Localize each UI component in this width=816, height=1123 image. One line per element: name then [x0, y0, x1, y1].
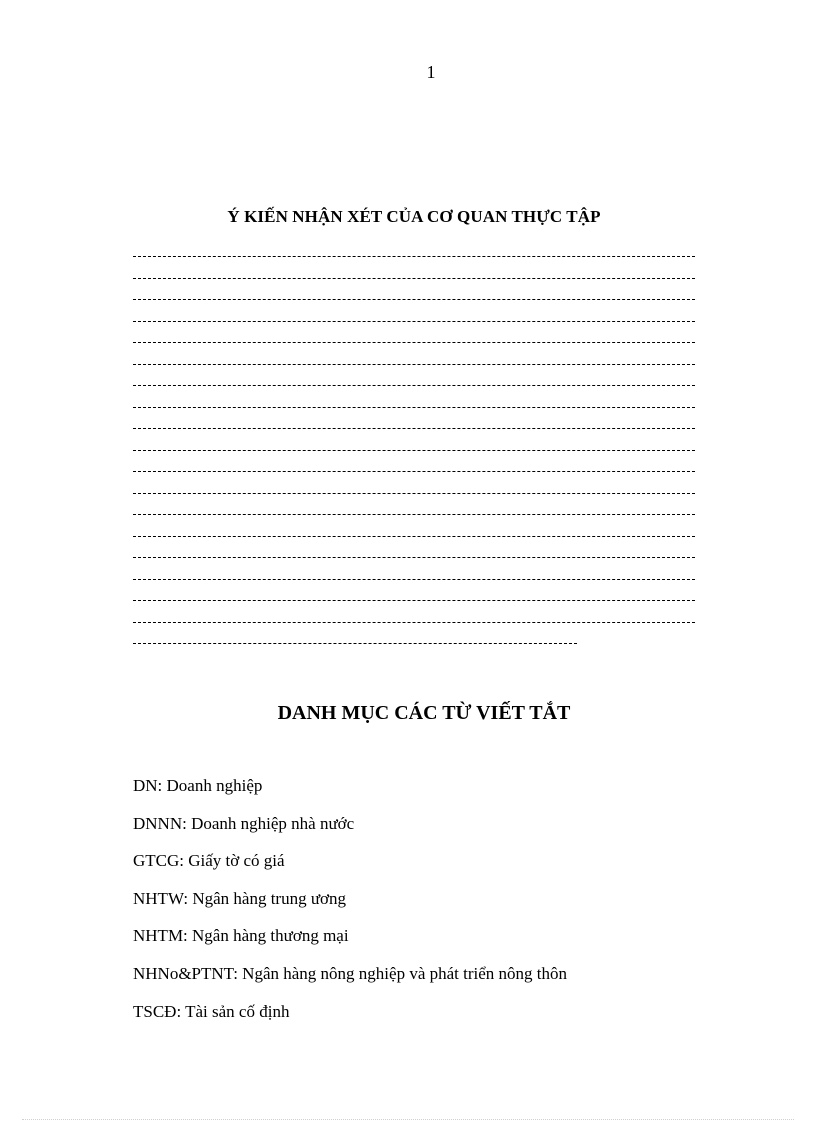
dash-line	[133, 245, 695, 267]
dash-line	[133, 460, 695, 482]
dash-line	[133, 310, 695, 332]
dash-line	[133, 503, 695, 525]
dash-line	[133, 589, 695, 611]
dash-line	[133, 288, 695, 310]
dash-line	[133, 417, 695, 439]
dash-line	[133, 546, 695, 568]
dash-line	[133, 568, 695, 590]
abbreviation-item: NHTM: Ngân hàng thương mại	[133, 926, 349, 946]
dash-line	[133, 331, 695, 353]
abbreviations-list	[133, 775, 567, 1038]
abbreviations-title: DANH MỤC CÁC TỪ VIẾT TẮT	[277, 702, 571, 724]
dash-line	[133, 482, 695, 504]
dash-line	[133, 611, 695, 633]
comment-section-title: Ý KIẾN NHẬN XÉT CỦA CƠ QUAN THỰC TẬP	[227, 207, 601, 226]
page-number: 1	[426, 62, 436, 82]
dash-line	[133, 525, 695, 547]
dash-line	[133, 396, 695, 418]
abbreviation-item: GTCG: Giấy tờ có giá	[133, 851, 285, 871]
comment-dash-lines	[133, 245, 695, 654]
abbreviation-item: DN: Doanh nghiệp	[133, 776, 263, 795]
abbreviation-item: TSCĐ: Tài sản cố định	[133, 1001, 290, 1021]
abbreviation-item: DNNN: Doanh nghiệp nhà nước	[133, 813, 355, 833]
abbreviation-item: NHTW: Ngân hàng trung ương	[133, 888, 347, 908]
dash-line	[133, 353, 695, 375]
page-bottom-rule	[22, 1119, 794, 1120]
dash-line	[133, 267, 695, 289]
dash-line	[133, 439, 695, 461]
dash-line	[133, 374, 695, 396]
abbreviation-item: NHNo&PTNT: Ngân hàng nông nghiệp và phát triển nông thôn	[133, 963, 568, 983]
dash-line-short	[133, 632, 695, 654]
